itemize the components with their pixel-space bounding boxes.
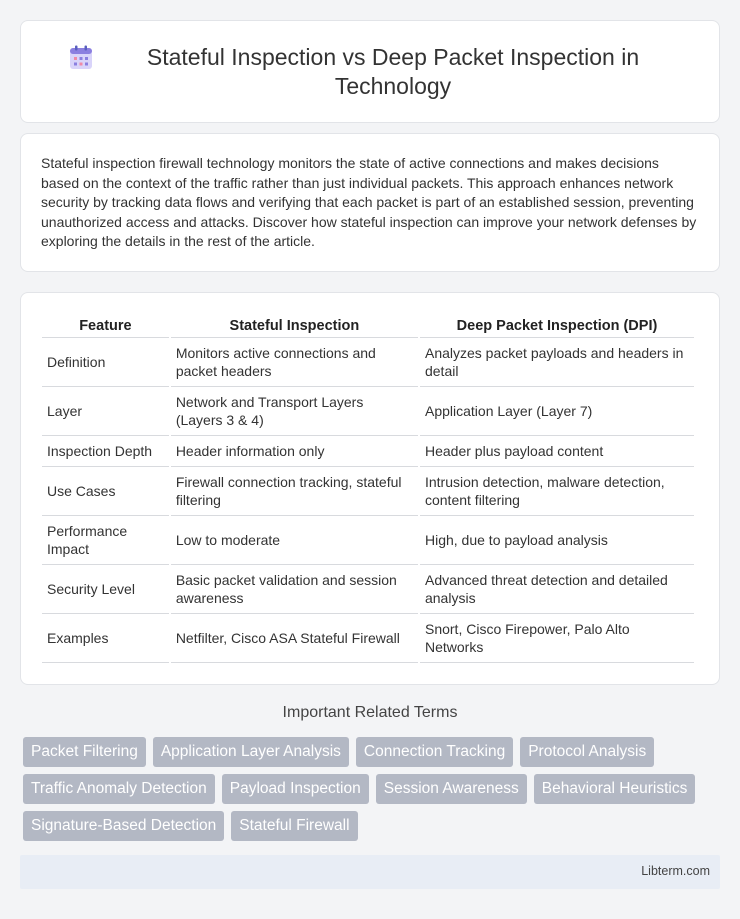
tag-traffic-anomaly-detection[interactable]: Traffic Anomaly Detection (23, 774, 215, 804)
table-cell: Header plus payload content (420, 436, 694, 467)
table-cell: Use Cases (42, 467, 169, 516)
table-cell: Application Layer (Layer 7) (420, 387, 694, 436)
calendar-grid-icon (67, 44, 95, 72)
tag-stateful-firewall[interactable]: Stateful Firewall (231, 811, 357, 841)
table-cell: Basic packet validation and session awareness (171, 565, 418, 614)
table-row (42, 436, 694, 467)
table-row (42, 565, 694, 614)
table-cell: Firewall connection tracking, stateful filtering (171, 467, 418, 516)
table-cell: Advanced threat detection and detailed analysis (420, 565, 694, 614)
table-cell: Performance Impact (42, 516, 169, 565)
header-card (20, 20, 720, 123)
table-header-row (42, 315, 694, 338)
tag-session-awareness[interactable]: Session Awareness (376, 774, 527, 804)
intro-card (20, 133, 720, 272)
intro-paragraph: Stateful inspection firewall technology monitors the state of active connections and makes decisions based on the context of the traffic rather than just individual packets. This approach enhances network security by tracking data flows and verifying that each packet is part of an established session, preventing unauthorized access and attacks. Discover how stateful inspection can improve your network defenses by exploring the details in the rest of the article. (41, 155, 697, 250)
table-row (42, 338, 694, 387)
table-row (42, 387, 694, 436)
table-cell: Header information only (171, 436, 418, 467)
tag-connection-tracking[interactable]: Connection Tracking (356, 737, 513, 767)
tag-signature-based-detection[interactable]: Signature-Based Detection (23, 811, 224, 841)
header-dpi: Deep Packet Inspection (DPI) (420, 315, 694, 338)
footer (20, 855, 720, 889)
table-cell: Security Level (42, 565, 169, 614)
table-cell: Inspection Depth (42, 436, 169, 467)
table-cell: Network and Transport Layers (Layers 3 & 4) (171, 387, 418, 436)
comparison-card (20, 292, 720, 685)
table-cell: Analyzes packet payloads and headers in detail (420, 338, 694, 387)
table-cell: Intrusion detection, malware detection, content filtering (420, 467, 694, 516)
table-cell: High, due to payload analysis (420, 516, 694, 565)
header-stateful: Stateful Inspection (171, 315, 418, 338)
tag-protocol-analysis[interactable]: Protocol Analysis (520, 737, 654, 767)
comparison-table (40, 315, 696, 663)
table-row (42, 516, 694, 565)
tag-packet-filtering[interactable]: Packet Filtering (23, 737, 146, 767)
table-cell: Examples (42, 614, 169, 663)
table-cell: Monitors active connections and packet headers (171, 338, 418, 387)
table-cell: Definition (42, 338, 169, 387)
tag-payload-inspection[interactable]: Payload Inspection (222, 774, 369, 804)
table-cell: Low to moderate (171, 516, 418, 565)
table-row (42, 614, 694, 663)
table-row (42, 467, 694, 516)
related-terms-list (23, 737, 723, 848)
tag-behavioral-heuristics[interactable]: Behavioral Heuristics (534, 774, 696, 804)
table-cell: Layer (42, 387, 169, 436)
table-cell: Snort, Cisco Firepower, Palo Alto Networks (420, 614, 694, 663)
page-title: Stateful Inspection vs Deep Packet Inspection in Technology (146, 43, 640, 99)
table-cell: Netfilter, Cisco ASA Stateful Firewall (171, 614, 418, 663)
tag-application-layer-analysis[interactable]: Application Layer Analysis (153, 737, 349, 767)
header-feature: Feature (42, 315, 169, 338)
related-terms-title: Important Related Terms (282, 704, 458, 721)
footer-site-link[interactable]: Libterm.com (641, 864, 710, 878)
